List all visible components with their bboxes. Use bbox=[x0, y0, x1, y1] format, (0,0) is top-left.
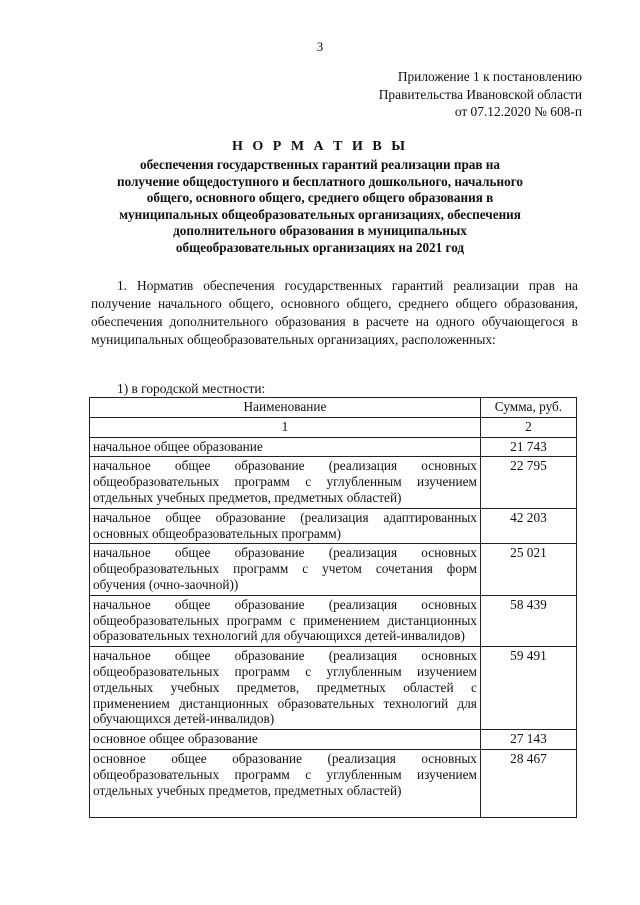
column-header-name: Наименование bbox=[90, 398, 481, 418]
page-number: 3 bbox=[316, 39, 324, 54]
table-row bbox=[90, 508, 577, 544]
row-name: начальное общее образование (реализация основных общеобразовательных программ с углубленным изучением отдельных учебных предметов, предметных областей) bbox=[90, 457, 481, 508]
table-row bbox=[90, 730, 577, 750]
column-number: 1 bbox=[90, 417, 481, 437]
paragraph: 1. Норматив обеспечения государственных гарантий реализации прав на получение начального общего, основного общего, среднего общего образования, обеспечения дополнительного образования в расчете на одного обучающегося в муниципальных общеобразовательных организациях, расположенных: bbox=[91, 278, 578, 347]
table-row bbox=[90, 544, 577, 595]
row-sum: 27 143 bbox=[480, 730, 576, 750]
appendix-line: от 07.12.2020 № 608-п bbox=[454, 104, 582, 119]
table-row bbox=[90, 595, 577, 646]
table-row bbox=[90, 749, 577, 817]
appendix-line: Приложение 1 к постановлению bbox=[397, 69, 582, 84]
row-name: начальное общее образование (реализация адаптированных основных общеобразовательных программ) bbox=[90, 508, 481, 544]
row-sum: 21 743 bbox=[480, 437, 576, 457]
table-header-row bbox=[90, 398, 577, 418]
column-number: 2 bbox=[480, 417, 576, 437]
table-row bbox=[90, 437, 577, 457]
appendix-line: Правительства Ивановской области bbox=[378, 86, 582, 102]
section-label: 1) в городской местности: bbox=[117, 381, 266, 396]
column-header-sum: Сумма, руб. bbox=[480, 398, 576, 418]
table-row bbox=[90, 647, 577, 730]
row-name: основное общее образование bbox=[90, 730, 481, 750]
row-sum: 42 203 bbox=[480, 508, 576, 544]
document-subtitle: обеспечения государственных гарантий реализации прав на получение общедоступного и бесплатного дошкольного, начального общего, основного общего, среднего общего образования в муниципальных общеобразовательных организациях, обеспечения дополнительного образования в муниципальных общеобразовательных организациях на 2021 год bbox=[117, 157, 523, 255]
row-name: начальное общее образование (реализация основных общеобразовательных программ с углубленным изучением отдельных учебных предметов, предметных областей с применением дистанционных образовательных технологий для обучающихся детей-инвалидов) bbox=[90, 647, 481, 730]
row-sum: 22 795 bbox=[480, 457, 576, 508]
row-sum: 59 491 bbox=[480, 647, 576, 730]
row-sum: 28 467 bbox=[480, 749, 576, 817]
row-name: начальное общее образование (реализация основных общеобразовательных программ с применением дистанционных образовательных технологий для обучающихся детей-инвалидов) bbox=[90, 595, 481, 646]
row-sum: 58 439 bbox=[480, 595, 576, 646]
norms-table bbox=[89, 397, 577, 818]
row-name: начальное общее образование (реализация основных общеобразовательных программ с учетом сочетания форм обучения (очно-заочной)) bbox=[90, 544, 481, 595]
row-sum: 25 021 bbox=[480, 544, 576, 595]
column-number-row bbox=[90, 417, 577, 437]
row-name: начальное общее образование bbox=[90, 437, 481, 457]
row-name: основное общее образование (реализация основных общеобразовательных программ с углубленным изучением отдельных учебных предметов, предметных областей) bbox=[90, 749, 481, 817]
appendix-reference bbox=[379, 68, 582, 121]
table-row bbox=[90, 457, 577, 508]
document-title: Н О Р М А Т И В Ы bbox=[232, 139, 408, 154]
